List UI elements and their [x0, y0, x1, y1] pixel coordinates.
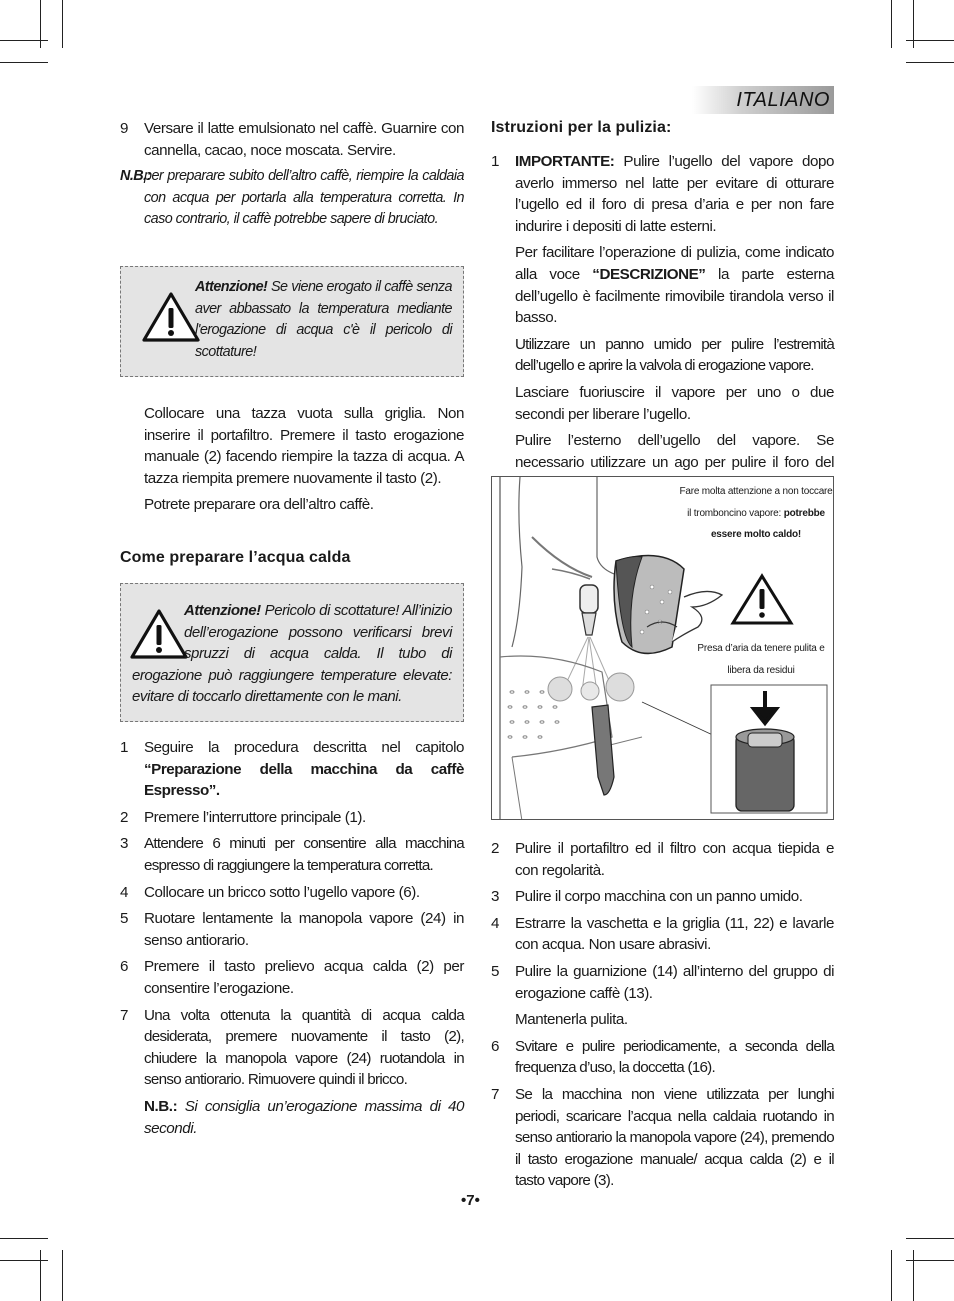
item-text: Collocare un bricco sotto l’ugello vapore (6).	[144, 883, 420, 901]
item-number: 1	[120, 739, 128, 756]
list-item	[120, 908, 464, 951]
left-column-middle	[144, 403, 464, 516]
warning-icon	[141, 291, 201, 343]
warning-text	[132, 600, 452, 708]
list-item	[120, 737, 464, 802]
item-bold-text: IMPORTANTE:	[515, 153, 615, 170]
list-item	[491, 913, 834, 956]
paragraph-text: Utilizzare un panno umido per pulire l’estremità dell’ugello e aprire la valvola di erogazione vapore.	[515, 335, 834, 375]
paragraph	[491, 242, 834, 328]
note-text: per preparare subito dell’altro caffè, riempire la caldaia con acqua per portarla alla temperatura corretta. In caso contrario, il caffè potrebbe sapere di bruciato.	[144, 168, 464, 228]
item-number: 3	[491, 888, 499, 906]
item-text: Premere l’interruttore principale (1).	[144, 808, 366, 826]
list-item	[120, 956, 464, 999]
list-item	[120, 882, 464, 904]
warning-label: Attenzione!	[195, 279, 268, 295]
list-item	[491, 838, 834, 881]
item-text: Una volta ottenuta la quantità di acqua calda desiderata, premere nuovamente il tasto (2), chiudere la manopola vapore (24) ruotandola in senso antiorario. Rimuovere quindi il bricco.	[144, 1006, 464, 1089]
left-column-top	[120, 118, 464, 231]
item-text: Premere il tasto prelievo acqua calda (2) per consentire l’erogazione.	[144, 958, 464, 997]
section-heading: Istruzioni per la pulizia:	[491, 119, 672, 136]
item-number: 2	[491, 840, 499, 857]
item-text: Ruotare lentamente la manopola vapore (24) in senso antiorario.	[144, 910, 464, 949]
crop-mark	[913, 0, 914, 48]
paragraph-bold: “DESCRIZIONE”	[592, 265, 706, 283]
crop-mark	[906, 1238, 954, 1239]
list-item	[120, 118, 464, 161]
cleaning-illustration	[491, 476, 834, 820]
crop-mark	[40, 0, 41, 48]
crop-mark	[906, 62, 954, 63]
item-text: Se la macchina non viene utilizzata per lunghi periodi, scaricare l’acqua nella caldaia ruotando in senso antiorario la manopola vapore (24), premendo il tasto erogazione manuale/ acqua calda (2) e il tasto vapore (3).	[515, 1085, 834, 1190]
item-number: 2	[120, 808, 128, 826]
figure-caption: Presa d’aria da tenere pulita e libera da residui	[697, 643, 825, 676]
list-item	[491, 1084, 834, 1192]
item-number: 7	[120, 1006, 128, 1024]
caption-line: Fare molta attenzione a non toccare	[679, 486, 833, 497]
crop-mark	[913, 1250, 914, 1301]
list-item	[120, 1005, 464, 1091]
item-number: 7	[491, 1085, 499, 1103]
item-number: 6	[491, 1037, 499, 1055]
item-number: 4	[491, 914, 499, 932]
list-item	[120, 807, 464, 829]
item-text: Estrarre la vaschetta e la griglia (11, 22) e lavarle con acqua. Non usare abrasivi.	[515, 914, 834, 954]
crop-mark	[40, 1250, 41, 1301]
list-item	[491, 886, 834, 908]
warning-text	[195, 277, 452, 363]
section-heading: Come preparare l’acqua calda	[120, 549, 351, 566]
paragraph	[491, 334, 834, 377]
right-column-top	[491, 151, 834, 495]
language-tab: ITALIANO	[692, 86, 834, 114]
caption-line: il tromboncino vapore:	[687, 507, 782, 519]
item-number: 4	[120, 883, 128, 901]
item-text: Pulire l’ugello del vapore dopo averlo immerso nel latte per evitare di otturare l’ugello ed il foro di presa d’aria e per non fare indurire i depositi di latte esterni.	[515, 153, 834, 235]
figure-caption	[678, 481, 834, 546]
note	[120, 1096, 464, 1139]
item-text: Pulire il corpo macchina con un panno umido.	[515, 888, 803, 906]
paragraph	[491, 382, 834, 425]
item-text: Svitare e pulire periodicamente, a seconda della frequenza d’uso, la doccetta (16).	[515, 1037, 834, 1077]
paragraph	[491, 1009, 834, 1031]
item-number: 1	[491, 153, 499, 170]
crop-mark	[62, 1250, 63, 1301]
paragraph-text: Mantenerla pulita.	[515, 1011, 628, 1029]
item-number: 6	[120, 958, 128, 976]
crop-mark	[891, 0, 892, 48]
item-bold-text: “Preparazione della macchina da caffè Espresso”.	[144, 760, 464, 800]
crop-mark	[891, 1250, 892, 1301]
crop-mark	[62, 0, 63, 48]
warning-body: Pericolo di scottature! All’inizio dell’erogazione possono verificarsi brevi spruzzi di acqua calda. Il tubo di erogazione può raggiungere temperature elevate: evitare di toccarlo direttamente con le mani.	[132, 602, 453, 706]
item-text: Versare il latte emulsionato nel caffè. Guarnire con cannella, cacao, noce moscata. Servire.	[144, 120, 464, 159]
paragraph-text: Pulire l’esterno dell’ugello del vapore. Se necessario utilizzare un ago per pulire il foro del	[515, 432, 834, 471]
warning-box	[120, 583, 464, 722]
paragraph-text: Lasciare fuoriuscire il vapore per uno o due secondi per liberare l’ugello.	[515, 383, 834, 423]
list-item	[491, 961, 834, 1004]
note-text: Si consiglia un’erogazione massima di 40 secondi.	[144, 1097, 464, 1137]
paragraph: Potrete preparare ora dell’altro caffè.	[144, 496, 374, 514]
list-item	[491, 151, 834, 237]
crop-mark	[0, 62, 48, 63]
list-item	[120, 833, 464, 876]
paragraph-text: Per facilitare l’operazione di pulizia, come indicato alla voce	[515, 244, 834, 283]
right-steps	[491, 838, 834, 1192]
left-steps	[120, 737, 464, 1139]
item-text: Pulire il portafiltro ed il filtro con acqua tiepida e con regolarità.	[515, 840, 834, 879]
page-number: •7•	[461, 1192, 480, 1209]
item-number: 5	[120, 910, 128, 928]
item-number: 9	[120, 120, 128, 137]
list-item	[491, 1036, 834, 1079]
item-number: 5	[491, 962, 499, 980]
note-label: N.B.:	[120, 168, 151, 185]
item-text: Attendere 6 minuti per consentire alla macchina espresso di raggiungere la temperatura corretta.	[144, 835, 464, 874]
note	[120, 166, 464, 231]
paragraph-text: la parte esterna dell’ugello è facilmente rimovibile tirandola verso il basso.	[515, 265, 834, 327]
item-number: 3	[120, 835, 128, 853]
warning-body: Se viene erogato il caffè senza aver abbassato la temperatura mediante l'erogazione di acqua c'è il pericolo di scottature!	[195, 279, 452, 360]
caption-bold: potrebbe essere molto caldo!	[710, 507, 825, 540]
paragraph: Collocare una tazza vuota sulla griglia. Non inserire il portafiltro. Premere il tasto erogazione manuale (2) facendo riempire la tazza di acqua. A tazza riempita premere nuovamente il tasto (2).	[144, 405, 464, 487]
warning-label: Attenzione!	[184, 602, 261, 619]
crop-mark	[0, 1238, 48, 1239]
item-text: Pulire la guarnizione (14) all’interno del gruppo di erogazione caffè (13).	[515, 962, 834, 1002]
item-text: Seguire la procedura descritta nel capitolo	[144, 739, 464, 756]
note-label: N.B.:	[144, 1097, 178, 1115]
warning-box	[120, 266, 464, 377]
